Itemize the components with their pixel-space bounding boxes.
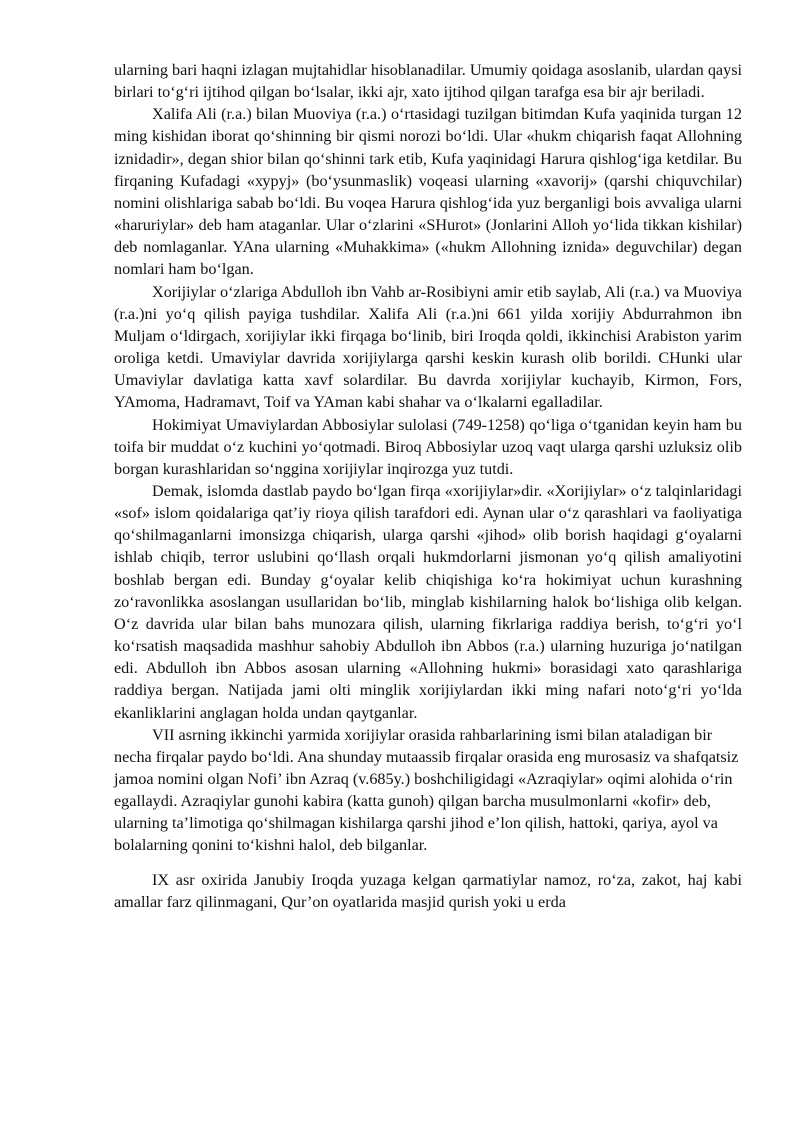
paragraph-continuation: ularning bari haqni izlagan mujtahidlar hisoblanadilar. Umumiy qoidaga asoslanib, ulardan qaysi birlari to‘g‘ri ijtihod qilgan bo‘lsalar, ikki ajr, xato ijtihod qilgan tarafga esa bir ajr beriladi. [114,61,742,102]
paragraph-khawarij-leader: Xorijiylar o‘zlariga Abdulloh ibn Vahb ar-Rosibiyni amir etib saylab, Ali (r.a.) va Muoviya (r.a.)ni yo‘q qilish payiga tushdilar. Xalifa Ali (r.a.)ni 661 yilda xorijiy Abdurrahmon ibn Muljam o‘ldirgach, xorijiylar ikki firqaga bo‘linib, biri Iroqda qoldi, ikkinchisi Arabiston yarim oroliga ketdi. Umaviylar davrida xorijiylarga qarshi keskin kurash olib borildi. CHunki ular Umaviylar davlatiga katta xavf solardilar. Bu davrda xorijiylar kuchayib, Kirmon, Fors, YAmoma, Hadramavt, Toif va YAman kabi shahar va o‘lkalarni egalladilar. [114,282,742,412]
paragraph-qarmatians: IX asr oxirida Janubiy Iroqda yuzaga kelgan qarmatiylar namoz, ro‘za, zakot, haj kabi amallar farz qilinmagani, Qur’on oyatlarida masjid qurish yoki u erda [114,870,742,911]
document-page [114,59,742,913]
paragraph-abbasids: Hokimiyat Umaviylardan Abbosiylar sulolasi (749-1258) qo‘liga o‘tganidan keyin ham bu toifa bir muddat o‘z kuchini yo‘qotmadi. Biroq Abbosiylar uzoq vaqt ularga qarshi uzluksiz olib borgan kurashlaridan so‘nggina xorijiylar inqirozga yuz tutdi. [114,415,742,478]
paragraph-azraqiyya: VII asrning ikkinchi yarmida xorijiylar orasida rahbarlarining ismi bilan ataladigan bir necha firqalar paydo bo‘ldi. Ana shunday mutaassib firqalar orasida eng murosasiz va shafqatsiz jamoa nomini olgan Nofi’ ibn Azraq (v.685y.) boshchiligidagi «Azraqiylar» oqimi alohida o‘rin egallaydi. Azraqiylar gunohi kabira (katta gunoh) qilgan barcha musulmonlarni «kofir» deb, ularning ta’limotiga qo‘shilmagan kishilarga qarshi jihod e’lon qilish, hattoki, qariya, ayol va bolalarning qonini to‘kishni halol, deb bilganlar. [114,725,739,855]
paragraph-kufa-treaty: Xalifa Ali (r.a.) bilan Muoviya (r.a.) o‘rtasidagi tuzilgan bitimdan Kufa yaqinida turgan 12 ming kishidan iborat qo‘shinning bir qismi norozi bo‘ldi. Ular «hukm chiqarish faqat Allohning iznidadir», degan shior bilan qo‘shinni tark etib, Kufa yaqinidagi Harura qishlog‘iga ketdilar. Bu firqaning Kufadagi «хурyj» (bo‘ysunmaslik) voqeasi ularning «xavorij» (qarshi chiquvchilar) nomini olishlariga sabab bo‘ldi. Bu voqea Harura qishlog‘ida yuz berganligi bois avvaliga ularni «haruriylar» deb ham ataganlar. Ular o‘zlarini «SHurot» (Jonlarini Alloh yo‘lida tikkan kishilar) deb nomlaganlar. YAna ularning «Muhakkima» («hukm Allohning iznida» deguvchilar) degan nomlari ham bo‘lgan. [114,105,742,279]
paragraph-conclusion: Demak, islomda dastlab paydo bo‘lgan firqa «xorijiylar»dir. «Xorijiylar» o‘z talqinlaridagi «sof» islom qoidalariga qat’iy rioya qilish tarafdori edi. Aynan ular o‘z qarashlari va faoliyatiga qo‘shilmaganlarni imonsizga chiqarish, ularga qarshi «jihod» olib borish haqidagi g‘oyalarni ishlab chiqib, terror uslubini qo‘llash orqali hukmdorlarni jismonan yo‘q qilish amaliyotini boshlab bergan edi. Bunday g‘oyalar kelib chiqishiga ko‘ra hokimiyat uchun kurashning zo‘ravonlikka asoslangan usullaridan bo‘lib, minglab kishilarning halok bo‘lishiga olib kelgan. O‘z davrida ular bilan bahs munozara qilish, ularning fikrlariga raddiya berish, to‘g‘ri yo‘l ko‘rsatish maqsadida mashhur sahobiy Abdulloh ibn Abbos (r.a.) ularning huzuriga jo‘natilgan edi. Abdulloh ibn Abbos asosan ularning «Allohning hukmi» borasidagi xato qarashlariga raddiya bergan. Natijada jami olti minglik xorijiylardan ikki ming nafari noto‘g‘ri yo‘lda ekanliklarini anglagan holda undan qaytganlar. [114,481,742,722]
